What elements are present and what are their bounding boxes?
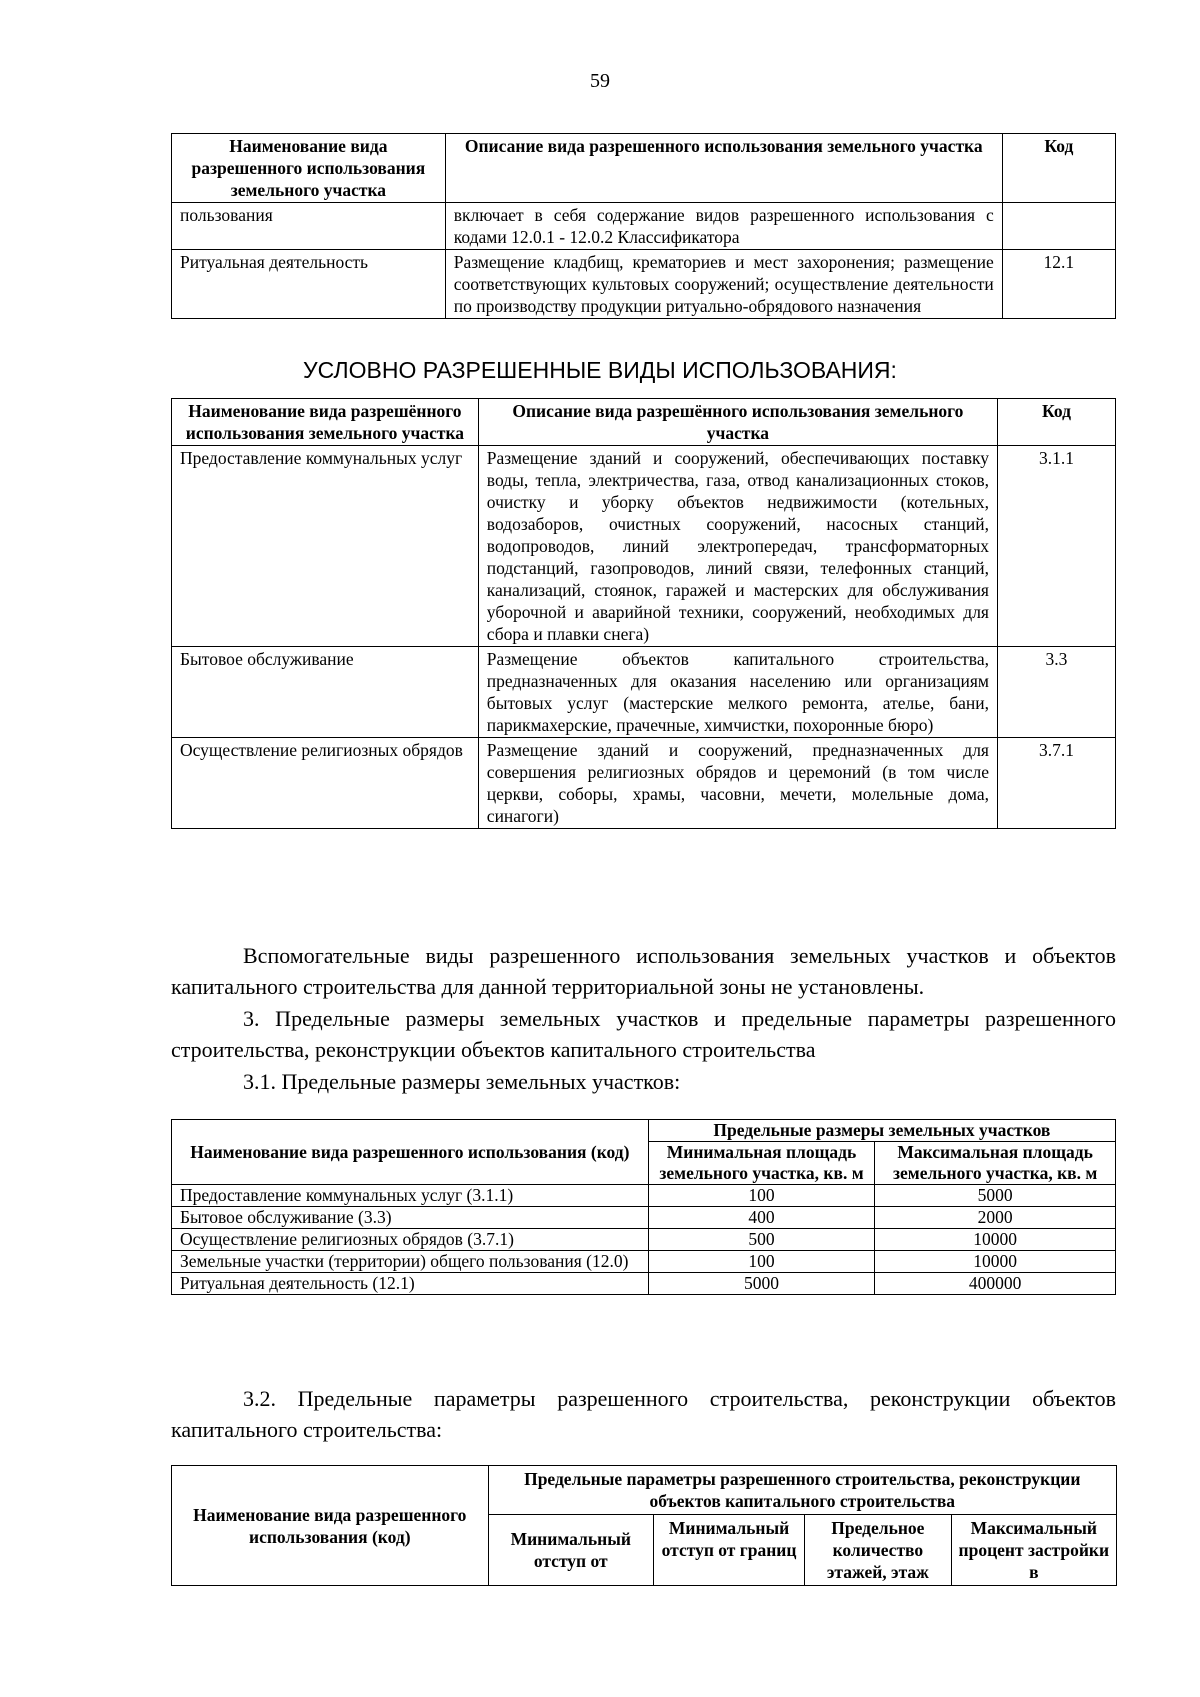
section-3-1-paragraph: 3.1. Предельные размеры земельных участков:: [243, 1069, 681, 1094]
header-description: Описание вида разрешенного использования земельного участка: [445, 134, 1002, 203]
row-name: Бытовое обслуживание (3.3): [172, 1207, 649, 1229]
header-name: Наименование вида разрешенного использования (код): [172, 1466, 489, 1586]
row-min: 100: [648, 1251, 875, 1273]
table-row: [172, 1273, 1116, 1295]
row-max: 400000: [875, 1273, 1116, 1295]
row-description: включает в себя содержание видов разрешенного использования с кодами 12.0.1 - 12.0.2 Классификатора: [445, 203, 1002, 250]
header-min-area: Минимальная площадь земельного участка, кв. м: [648, 1142, 875, 1185]
row-min: 5000: [648, 1273, 875, 1295]
row-description: Размещение кладбищ, крематориев и мест захоронения; размещение соответствующих культовых сооружений; осуществление деятельности по производству продукции ритуально-обрядового назначения: [445, 250, 1002, 319]
row-description: Размещение объектов капитального строительства, предназначенных для оказания населению или организациям бытовых услуг (мастерские мелкого ремонта, ателье, бани, парикмахерские, прачечные, химчистки, похоронные бюро): [478, 647, 997, 738]
row-name: Бытовое обслуживание: [172, 647, 479, 738]
row-code: 3.7.1: [997, 738, 1115, 829]
permitted-uses-table-continued: [171, 133, 1116, 319]
header-max-area: Максимальная площадь земельного участка, кв. м: [875, 1142, 1116, 1185]
row-code: 3.1.1: [997, 446, 1115, 647]
table-row: [172, 647, 1116, 738]
row-code: 12.1: [1002, 250, 1115, 319]
auxiliary-uses-paragraph: Вспомогательные виды разрешенного использования земельных участков и объектов капитального строительства для данной территориальной зоны не установлены.: [171, 943, 1116, 999]
table-header-row: [172, 134, 1116, 203]
header-description: Описание вида разрешённого использования земельного участка: [478, 399, 997, 446]
header-code: Код: [1002, 134, 1115, 203]
row-max: 2000: [875, 1207, 1116, 1229]
header-max-coverage: Максимальный процент застройки в: [951, 1515, 1116, 1586]
header-name: Наименование вида разрешенного использования (код): [172, 1120, 649, 1185]
table-header-row: [172, 399, 1116, 446]
header-min-setback-borders: Минимальный отступ от границ: [653, 1515, 804, 1586]
table-row: [172, 203, 1116, 250]
table-header-row: [172, 1120, 1116, 1142]
table-row: [172, 1207, 1116, 1229]
header-code: Код: [997, 399, 1115, 446]
row-name: Осуществление религиозных обрядов (3.7.1): [172, 1229, 649, 1251]
row-description: Размещение зданий и сооружений, предназначенных для совершения религиозных обрядов и церемоний (в том числе церкви, соборы, храмы, часовни, мечети, молельные дома, синагоги): [478, 738, 997, 829]
row-min: 100: [648, 1185, 875, 1207]
land-plot-sizes-table: [171, 1119, 1116, 1295]
table-row: [172, 738, 1116, 829]
header-name: Наименование вида разрешённого использования земельного участка: [172, 399, 479, 446]
page-number: 59: [590, 70, 610, 92]
row-name: Земельные участки (территории) общего пользования (12.0): [172, 1251, 649, 1273]
row-max: 5000: [875, 1185, 1116, 1207]
header-max-floors: Предельное количество этажей, этаж: [805, 1515, 951, 1586]
row-max: 10000: [875, 1229, 1116, 1251]
row-code: 3.3: [997, 647, 1115, 738]
table-row: [172, 1251, 1116, 1273]
row-name: Предоставление коммунальных услуг (3.1.1): [172, 1185, 649, 1207]
table-row: [172, 1229, 1116, 1251]
row-name: Ритуальная деятельность (12.1): [172, 1273, 649, 1295]
header-group: Предельные параметры разрешенного строительства, реконструкции объектов капитального строительства: [488, 1466, 1116, 1515]
header-min-setback: Минимальный отступ от: [488, 1515, 653, 1586]
row-max: 10000: [875, 1251, 1116, 1273]
row-name: Предоставление коммунальных услуг: [172, 446, 479, 647]
table-row: [172, 1185, 1116, 1207]
construction-parameters-table: [171, 1465, 1117, 1586]
row-name: пользования: [172, 203, 446, 250]
header-name: Наименование вида разрешенного использования земельного участка: [172, 134, 446, 203]
row-code: [1002, 203, 1115, 250]
row-min: 400: [648, 1207, 875, 1229]
section-3-2-paragraph: 3.2. Предельные параметры разрешенного строительства, реконструкции объектов капитального строительства:: [171, 1386, 1116, 1442]
row-name: Осуществление религиозных обрядов: [172, 738, 479, 829]
table-header-row: [172, 1466, 1117, 1515]
section-3-paragraph: 3. Предельные размеры земельных участков и предельные параметры разрешенного строительства, реконструкции объектов капитального строительства: [171, 1006, 1116, 1062]
row-name: Ритуальная деятельность: [172, 250, 446, 319]
conditional-uses-heading: УСЛОВНО РАЗРЕШЕННЫЕ ВИДЫ ИСПОЛЬЗОВАНИЯ:: [303, 357, 897, 383]
table-row: [172, 250, 1116, 319]
row-min: 500: [648, 1229, 875, 1251]
table-row: [172, 446, 1116, 647]
header-group: Предельные размеры земельных участков: [648, 1120, 1115, 1142]
row-description: Размещение зданий и сооружений, обеспечивающих поставку воды, тепла, электричества, газа, отвод канализационных стоков, очистку и уборку объектов недвижимости (котельных, водозаборов, очистных сооружений, насосных станций, водопроводов, линий электропередач, трансформаторных подстанций, газопроводов, линий связи, телефонных станций, канализаций, стоянок, гаражей и мастерских для обслуживания уборочной и аварийной техники, сооружений, необходимых для сбора и плавки снега): [478, 446, 997, 647]
conditional-uses-table: [171, 398, 1116, 829]
